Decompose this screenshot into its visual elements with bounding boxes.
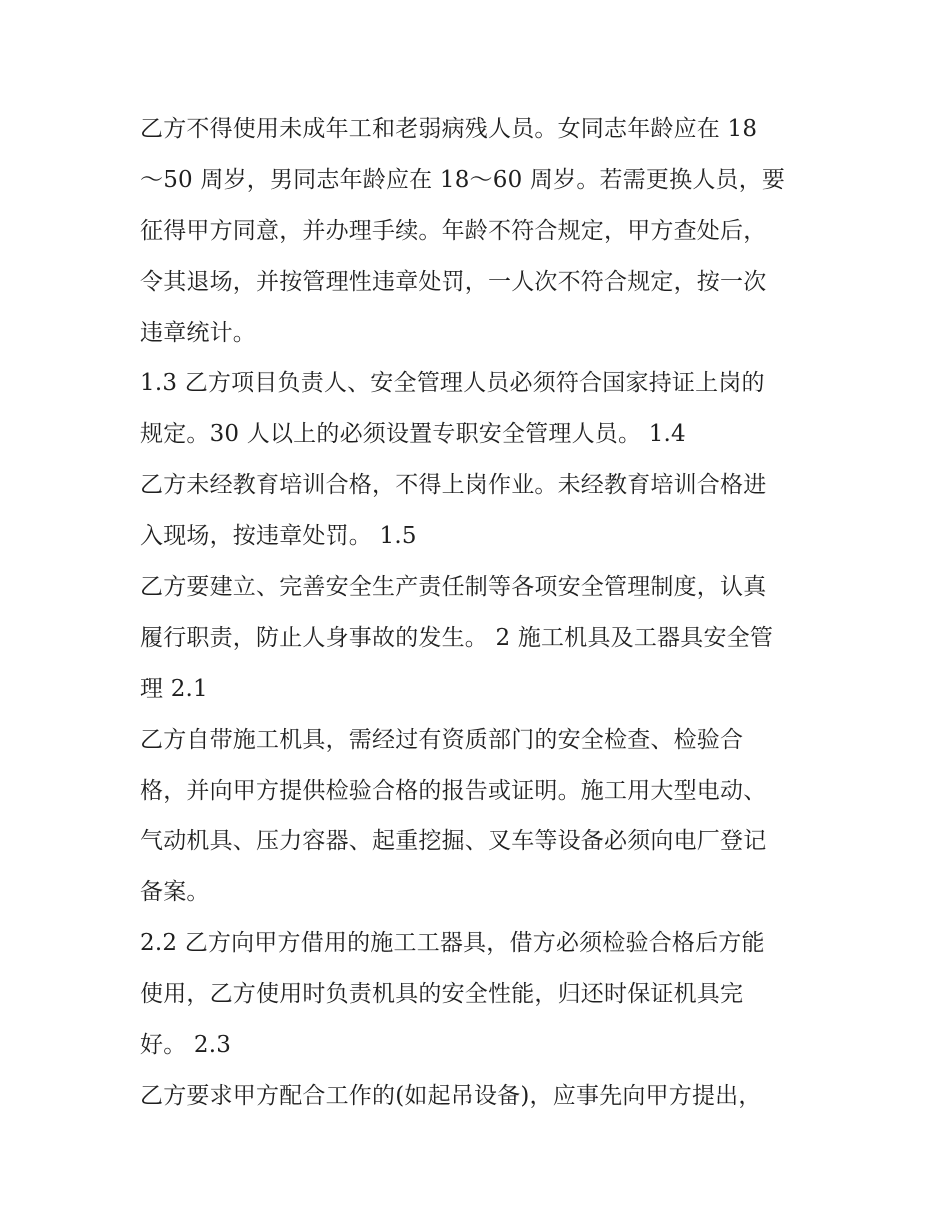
text-line: 违章统计。 [140, 319, 256, 346]
text-line: 乙方要建立、完善安全生产责任制等各项安全管理制度，认真 [140, 574, 767, 601]
text-line: 格，并向甲方提供检验合格的报告或证明。施工用大型电动、 [140, 777, 767, 804]
text-line: 乙方自带施工机具，需经过有资质部门的安全检查、检验合 [140, 726, 744, 753]
text-line: 使用，乙方使用时负责机具的安全性能，归还时保证机具完 [140, 981, 744, 1008]
text-line: 备案。 [140, 879, 210, 906]
text-line: 入现场，按违章处罚。 1.5 [140, 523, 417, 550]
text-line: ～50 周岁，男同志年龄应在 18～60 周岁。若需更换人员，要 [140, 166, 786, 193]
text-line: 1.3 乙方项目负责人、安全管理人员必须符合国家持证上岗的 [140, 370, 765, 397]
text-line: 乙方未经教育培训合格，不得上岗作业。未经教育培训合格进 [140, 472, 767, 499]
text-line: 征得甲方同意，并办理手续。年龄不符合规定，甲方查处后， [140, 217, 767, 244]
text-line: 好。 2.3 [140, 1032, 232, 1059]
document-body [140, 104, 820, 1122]
text-line: 令其退场，并按管理性违章处罚，一人次不符合规定，按一次 [140, 268, 767, 295]
text-line: 规定。30 人以上的必须设置专职安全管理人员。 1.4 [140, 421, 686, 448]
text-line: 履行职责，防止人身事故的发生。 2 施工机具及工器具安全管 [140, 624, 774, 651]
text-line: 乙方要求甲方配合工作的(如起吊设备)，应事先向甲方提出， [140, 1082, 762, 1109]
text-line: 2.2 乙方向甲方借用的施工工器具，借方必须检验合格后方能 [140, 930, 765, 957]
text-line: 乙方不得使用未成年工和老弱病残人员。女同志年龄应在 18 [140, 116, 758, 142]
text-line: 理 2.1 [140, 675, 208, 702]
text-line: 气动机具、压力容器、起重挖掘、叉车等设备必须向电厂登记 [140, 828, 767, 855]
